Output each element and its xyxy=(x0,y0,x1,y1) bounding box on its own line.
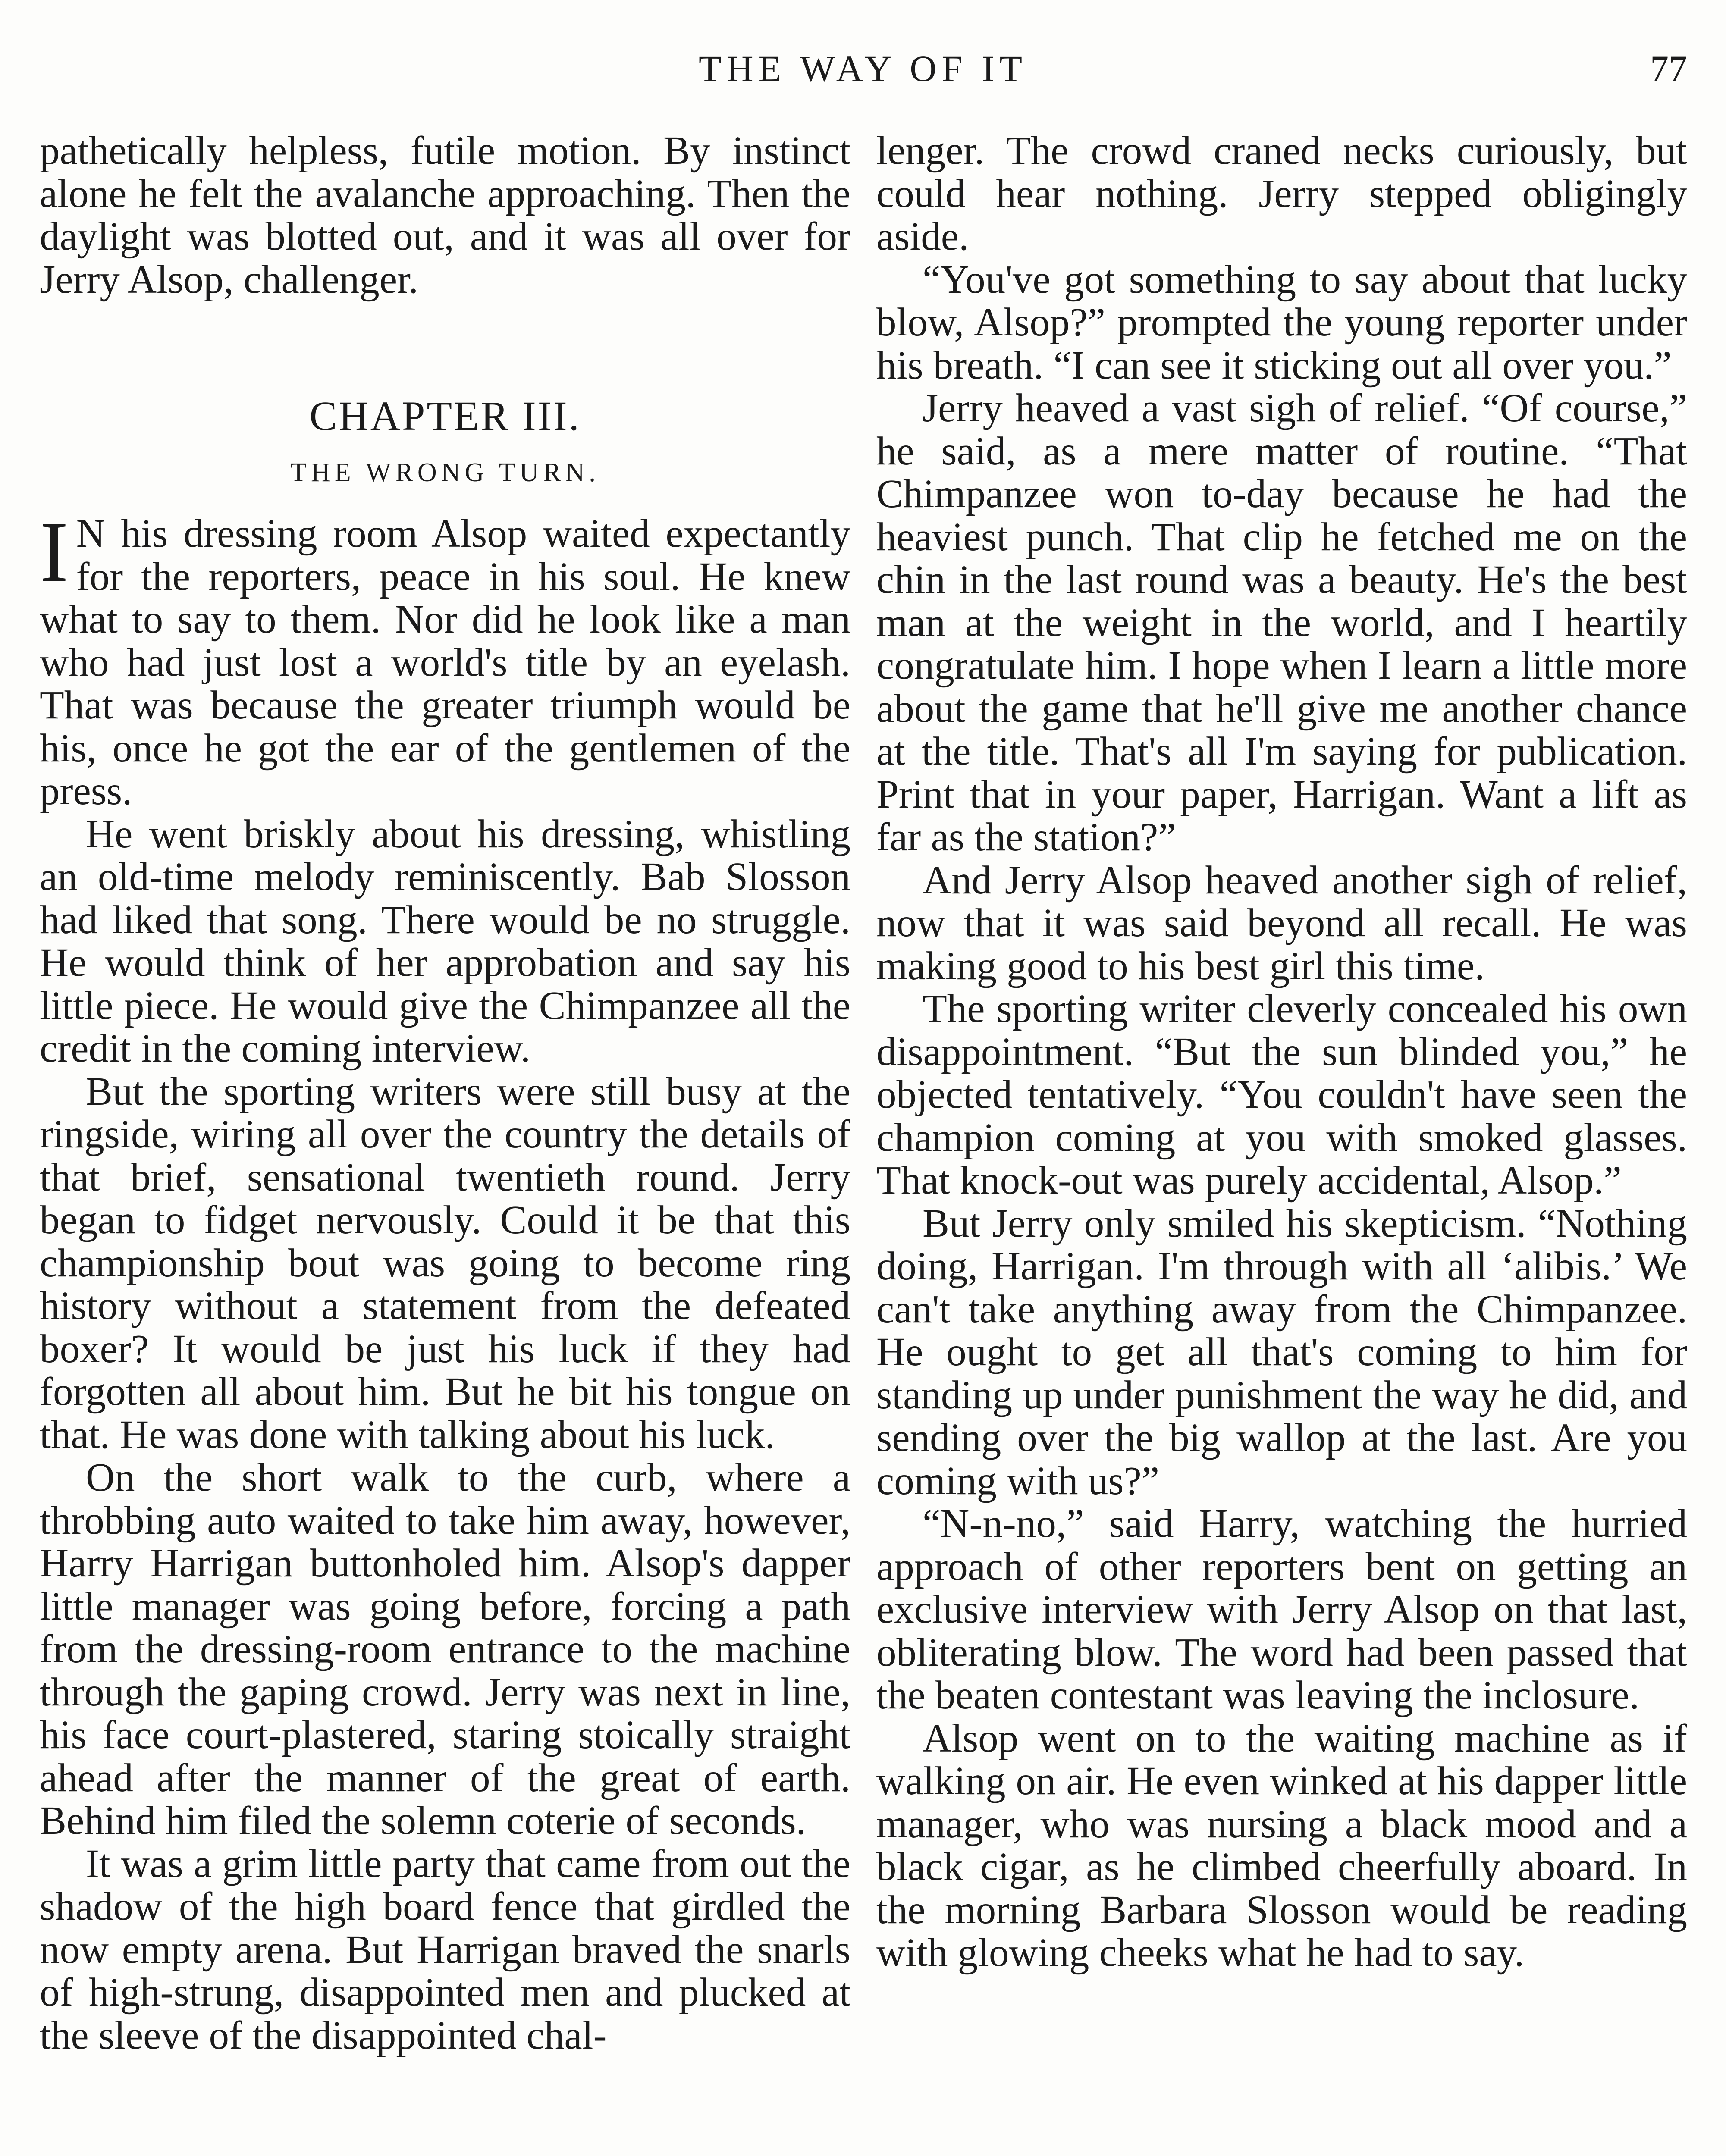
left-column xyxy=(40,129,850,2156)
paragraph: “N-n-no,” said Harry, watching the hurried approach of other reporters bent on getting an exclusive interview with Jerry Alsop on that last, obliterating blow. The word had been passed that the beaten contestant was leaving the inclosure. xyxy=(876,1501,1687,1717)
paragraph: “You've got something to say about that lucky blow, Alsop?” prompted the young reporter under his breath. “I can see it sticking out all over you.” xyxy=(876,257,1687,388)
paragraph: And Jerry Alsop heaved another sigh of relief, now that it was said beyond all recall. He was making good to his best girl this time. xyxy=(876,858,1687,988)
paragraph: pathetically helpless, futile motion. By instinct alone he felt the avalanche approaching. Then the daylight was blotted out, and it was all over for Jerry Alsop, challenger. xyxy=(40,128,850,302)
paragraph: It was a grim little party that came from out the shadow of the high board fence that girdled the now empty arena. But Harrigan braved the snarls of high-strung, disappointed men and plucked at the sleeve of the disappointed chal- xyxy=(40,1841,850,2058)
paragraph: Jerry heaved a vast sigh of relief. “Of course,” he said, as a mere matter of routine. “That Chimpanzee won to-day because he had the heaviest punch. That clip he fetched me on the chin in the last round was a beauty. He's the best man at the weight in the world, and I heartily congratulate him. I hope when I learn a little more about the game that he'll give me another chance at the title. That's all I'm saying for publication. Print that in your paper, Harrigan. Want a lift as far as the station?” xyxy=(876,386,1687,859)
right-column xyxy=(876,129,1687,2156)
page-number: 77 xyxy=(1650,48,1687,89)
opening-paragraph-text: N his dressing room Alsop waited expectantly for the reporters, peace in his soul. He knew what to say to them. Nor did he look like a man who had just lost a world's title by an eyelash. That was because the greater triumph would be his, once he got the ear of the gentlemen of the press. xyxy=(40,511,850,813)
paragraph: He went briskly about his dressing, whistling an old-time melody reminiscently. Bab Slosson had liked that song. There would be no struggle. He would think of her approbation and say his little piece. He would give the Chimpanzee all the credit in the coming interview. xyxy=(40,812,850,1071)
paragraph: But Jerry only smiled his skepticism. “Nothing doing, Harrigan. I'm through with all ‘alibis.’ We can't take anything away from the Chimpanzee. He ought to get all that's coming to him for standing up under punishment the way he did, and sending over the big wallop at the last. Are you coming with us?” xyxy=(876,1201,1687,1503)
paragraph: The sporting writer cleverly concealed his own disappointment. “But the sun blinded you,” he objected tentatively. “You couldn't have seen the champion coming at you with smoked glasses. That knock-out was purely accidental, Alsop.” xyxy=(876,987,1687,1203)
chapter-heading: CHAPTER III. xyxy=(309,393,581,439)
drop-cap: I xyxy=(40,505,69,600)
chapter-subtitle: THE WRONG TURN. xyxy=(290,458,600,487)
paragraph: Alsop went on to the waiting machine as if walking on air. He even winked at his dapper little manager, who was nursing a black mood and a black cigar, as he climbed cheerfully aboard. In the morning Barbara Slosson would be reading with glowing cheeks what he had to say. xyxy=(876,1716,1687,1975)
opening-paragraph xyxy=(40,505,850,813)
running-title: THE WAY OF IT xyxy=(699,48,1027,89)
paragraph: lenger. The crowd craned necks curiously, but could hear nothing. Jerry stepped obligingly aside. xyxy=(876,128,1687,259)
text-columns xyxy=(40,129,1687,2156)
running-head xyxy=(0,45,1726,92)
paragraph: But the sporting writers were still busy at the ringside, wiring all over the country the details of that brief, sensational twentieth round. Jerry began to fidget nervously. Could it be that this championship bout was going to become ring history without a statement from the defeated boxer? It would be just his luck if they had forgotten all about him. But he bit his tongue on that. He was done with talking about his luck. xyxy=(40,1069,850,1457)
paragraph: On the short walk to the curb, where a throbbing auto waited to take him away, however, Harry Harrigan buttonholed him. Alsop's dapper little manager was going before, forcing a path from the dressing-room entrance to the machine through the gaping crowd. Jerry was next in line, his face court-plastered, staring stoically straight ahead after the manner of the great of earth. Behind him filed the solemn coterie of seconds. xyxy=(40,1455,850,1843)
